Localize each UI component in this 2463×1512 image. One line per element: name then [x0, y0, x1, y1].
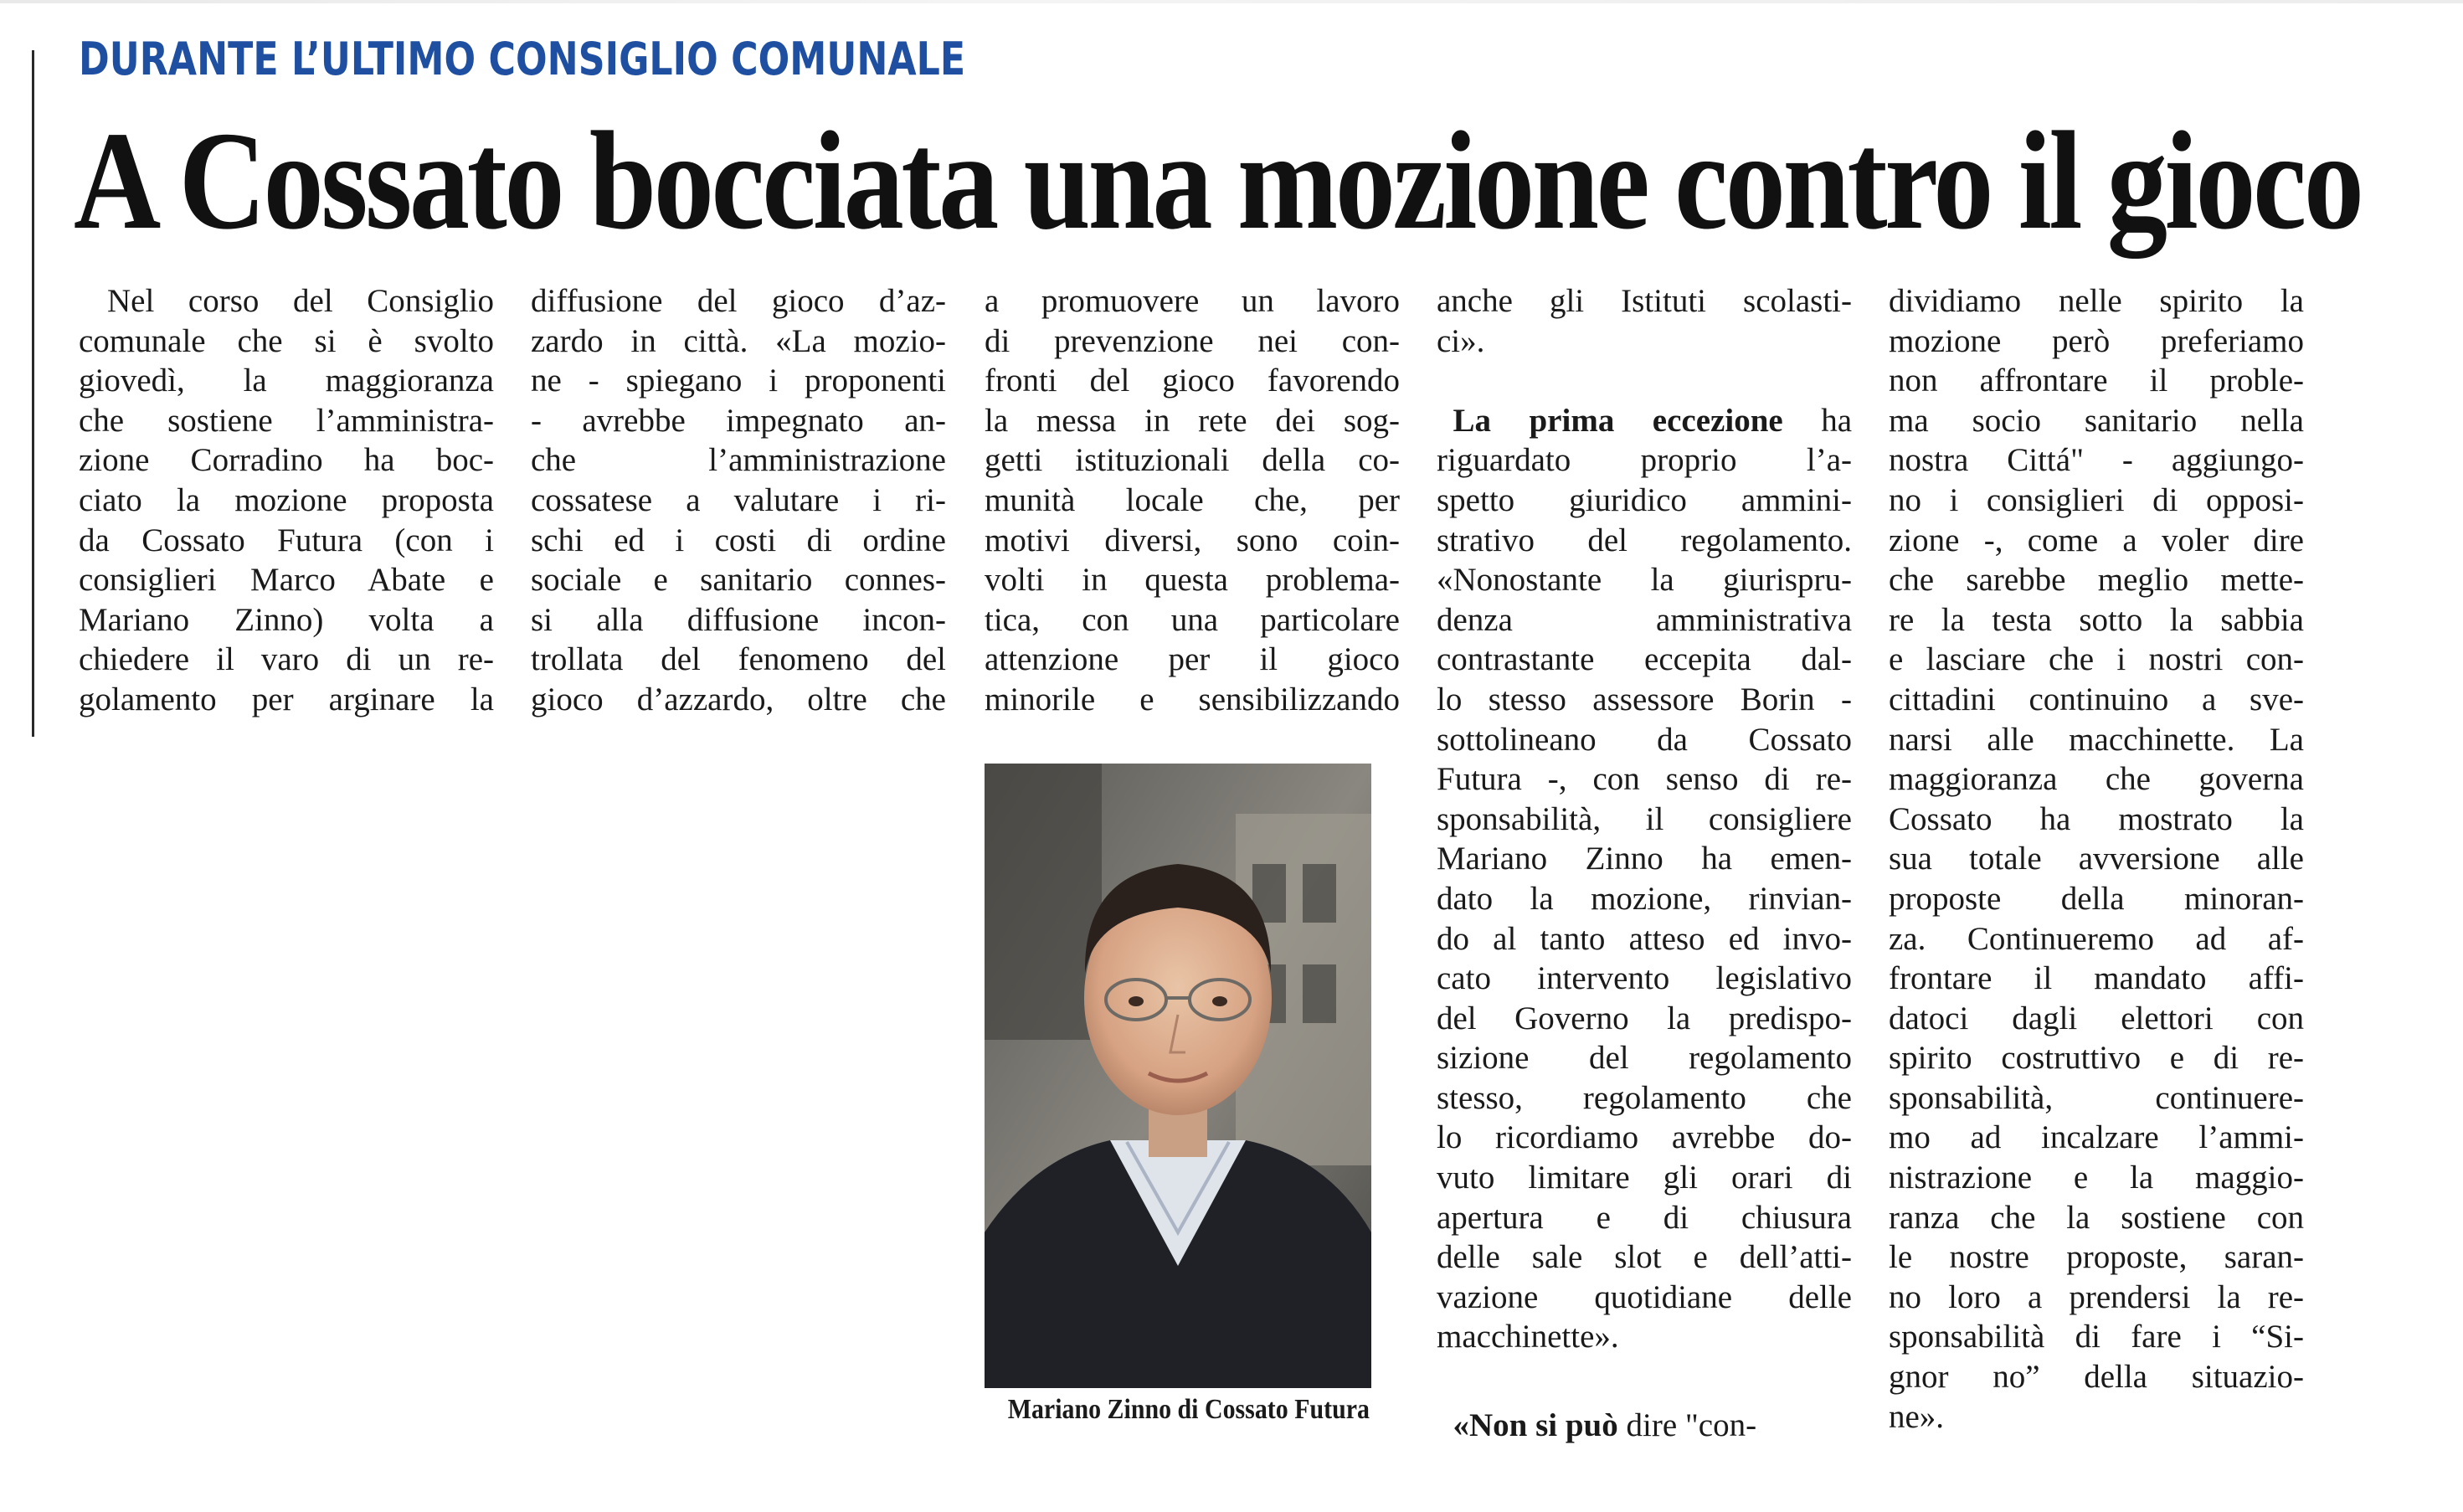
- text-line: Mariano Zinno) volta a: [79, 601, 494, 638]
- subhead-bold: La prima eccezione: [1453, 402, 1783, 439]
- text-line: non affrontare il proble-: [1889, 363, 2304, 399]
- text-line: ne».: [1889, 1398, 1945, 1435]
- text-line: strativo del regolamento.: [1437, 522, 1852, 558]
- subhead-line: ​ La prima eccezione ha: [1437, 402, 1852, 439]
- text-line: sizione del regolamento: [1437, 1040, 1852, 1077]
- text-line: spetto giuridico ammini-: [1437, 481, 1852, 518]
- text-line: riguardato proprio l’a-: [1437, 442, 1852, 479]
- text-line: ne - spiegano i proponenti: [531, 363, 946, 399]
- text-line: tica, con una particolare: [985, 601, 1400, 638]
- paragraph-gap: [1437, 1357, 1852, 1406]
- text-line: la messa in rete dei sog-: [985, 402, 1400, 439]
- page-top-edge: [0, 0, 2463, 3]
- text-line: ciato la mozione proposta: [79, 481, 494, 518]
- text-line: lo stesso assessore Borin -: [1437, 681, 1852, 717]
- subhead-line: [1437, 1406, 1852, 1446]
- text-line: vuto limitare gli orari di: [1437, 1160, 1852, 1196]
- text-line: mozione però preferiamo: [1889, 322, 2304, 359]
- article-kicker: DURANTE L’ULTIMO CONSIGLIO COMUNALE: [79, 33, 966, 85]
- text-line: schi ed i costi di ordine: [531, 522, 946, 558]
- text-line: narsi alle macchinette. La: [1889, 721, 2304, 758]
- text-line: mo ad incalzare l’ammi-: [1889, 1119, 2304, 1156]
- text-line: ci».: [1437, 322, 1485, 359]
- text-line: contrastante eccepita dal-: [1437, 641, 1852, 678]
- text-line: nistrazione e la maggio-: [1889, 1160, 2304, 1196]
- text-line: trollata del fenomeno del: [531, 641, 946, 678]
- text-line: cittadini continuino a sve-: [1889, 681, 2304, 717]
- text-line: dividiamo nelle spirito la: [1889, 283, 2304, 319]
- text-line: gnor no” della situazio-: [1889, 1359, 2304, 1396]
- text-line: denza amministrativa: [1437, 601, 1852, 638]
- left-column-rule: [32, 50, 34, 737]
- text-line: sociale e sanitario connes-: [531, 562, 946, 599]
- portrait-illustration: [985, 764, 1371, 1388]
- text-line: munità locale che, per: [985, 481, 1400, 518]
- photo-caption: Mariano Zinno di Cossato Futura: [1007, 1394, 1370, 1425]
- text-line: ranza che la sostiene con: [1889, 1199, 2304, 1236]
- text-line: frontare il mandato affi-: [1889, 960, 2304, 997]
- article-column-2: [531, 281, 946, 720]
- text-line: stesso, regolamento che: [1437, 1079, 1852, 1116]
- text-line: del Governo la predispo-: [1437, 1000, 1852, 1036]
- article-column-1: [79, 281, 494, 720]
- article-column-4: [1437, 281, 1852, 1446]
- text-line: Mariano Zinno ha emen-: [1437, 841, 1852, 877]
- text-line: delle sale slot e dell’atti-: [1437, 1239, 1852, 1276]
- text-line: cato intervento legislativo: [1437, 960, 1852, 997]
- text-line: getti istituzionali della co-: [985, 442, 1400, 479]
- portrait-photo: [985, 764, 1371, 1388]
- text-line: sottolineano da Cossato: [1437, 721, 1852, 758]
- text-line: sponsabilità, il consigliere: [1437, 800, 1852, 837]
- article-headline: A Cossato bocciata una mozione contro il gioco: [74, 103, 2362, 259]
- article-column-5: [1889, 281, 2304, 1437]
- subhead-rest: ha: [1782, 402, 1852, 439]
- text-line: Nel corso del Consiglio: [107, 283, 494, 319]
- text-line: sponsabilità, continuere-: [1889, 1079, 2304, 1116]
- text-line: spirito costruttivo e di re-: [1889, 1040, 2304, 1077]
- text-line: dato la mozione, rinvian-: [1437, 880, 1852, 917]
- text-line: - avrebbe impegnato an-: [531, 402, 946, 439]
- text-line: Cossato ha mostrato la: [1889, 800, 2304, 837]
- text-line: re la testa sotto la sabbia: [1889, 601, 2304, 638]
- text-line: lo ricordiamo avrebbe do-: [1437, 1119, 1852, 1156]
- text-line: Futura -, con senso di re-: [1437, 761, 1852, 798]
- text-line: do al tanto atteso ed invo-: [1437, 920, 1852, 957]
- text-line: ma socio sanitario nella: [1889, 402, 2304, 439]
- text-line: sua totale avversione alle: [1889, 841, 2304, 877]
- text-line: attenzione per il gioco: [985, 641, 1400, 678]
- text-line: giovedì, la maggioranza: [79, 363, 494, 399]
- text-line: maggioranza che governa: [1889, 761, 2304, 798]
- text-line: comunale che si è svolto: [79, 322, 494, 359]
- text-line: motivi diversi, sono coin-: [985, 522, 1400, 558]
- subhead-rest: dire "con-: [1617, 1407, 1757, 1444]
- text-line: e lasciare che i nostri con-: [1889, 641, 2304, 678]
- text-line: «Nonostante la giurispru-: [1437, 562, 1852, 599]
- text-line: minorile e sensibilizzando: [985, 681, 1400, 717]
- text-line: vazione quotidiane delle: [1437, 1278, 1852, 1315]
- text-line: che sostiene l’amministra-: [79, 402, 494, 439]
- text-line: zardo in città. «La mozio-: [531, 322, 946, 359]
- text-line: no loro a prendersi la re-: [1889, 1278, 2304, 1315]
- text-line: che l’amministrazione: [531, 442, 946, 479]
- text-line: fronti del gioco favorendo: [985, 363, 1400, 399]
- text-line: anche gli Istituti scolasti-: [1437, 283, 1852, 319]
- text-line: sponsabilità di fare i “Si-: [1889, 1319, 2304, 1355]
- text-line: zione -, come a voler dire: [1889, 522, 2304, 558]
- text-line: chiedere il varo di un re-: [79, 641, 494, 678]
- text-line: a promuovere un lavoro: [985, 283, 1400, 319]
- text-line: proposte della minoran-: [1889, 880, 2304, 917]
- text-line: nostra Cittá" - aggiungo-: [1889, 442, 2304, 479]
- text-line: da Cossato Futura (con i: [79, 522, 494, 558]
- paragraph-gap: [1437, 361, 1852, 401]
- text-line: consiglieri Marco Abate e: [79, 562, 494, 599]
- text-line: apertura e di chiusura: [1437, 1199, 1852, 1236]
- text-line: si alla diffusione incon-: [531, 601, 946, 638]
- text-line: datoci dagli elettori con: [1889, 1000, 2304, 1036]
- text-line: le nostre proposte, saran-: [1889, 1239, 2304, 1276]
- text-line: macchinette».: [1437, 1319, 1619, 1355]
- text-line: cossatese a valutare i ri-: [531, 481, 946, 518]
- text-line: diffusione del gioco d’az-: [531, 283, 946, 319]
- text-line: golamento per arginare la: [79, 681, 494, 717]
- text-line: za. Continueremo ad af-: [1889, 920, 2304, 957]
- text-line: no i consiglieri di opposi-: [1889, 481, 2304, 518]
- text-line: che sarebbe meglio mette-: [1889, 562, 2304, 599]
- article-column-3: [985, 281, 1400, 720]
- text-line: di prevenzione nei con-: [985, 322, 1400, 359]
- subhead-bold: «Non si può: [1453, 1407, 1618, 1444]
- text-line: gioco d’azzardo, oltre che: [531, 681, 946, 717]
- text-line: zione Corradino ha boc-: [79, 442, 494, 479]
- text-line: volti in questa problema-: [985, 562, 1400, 599]
